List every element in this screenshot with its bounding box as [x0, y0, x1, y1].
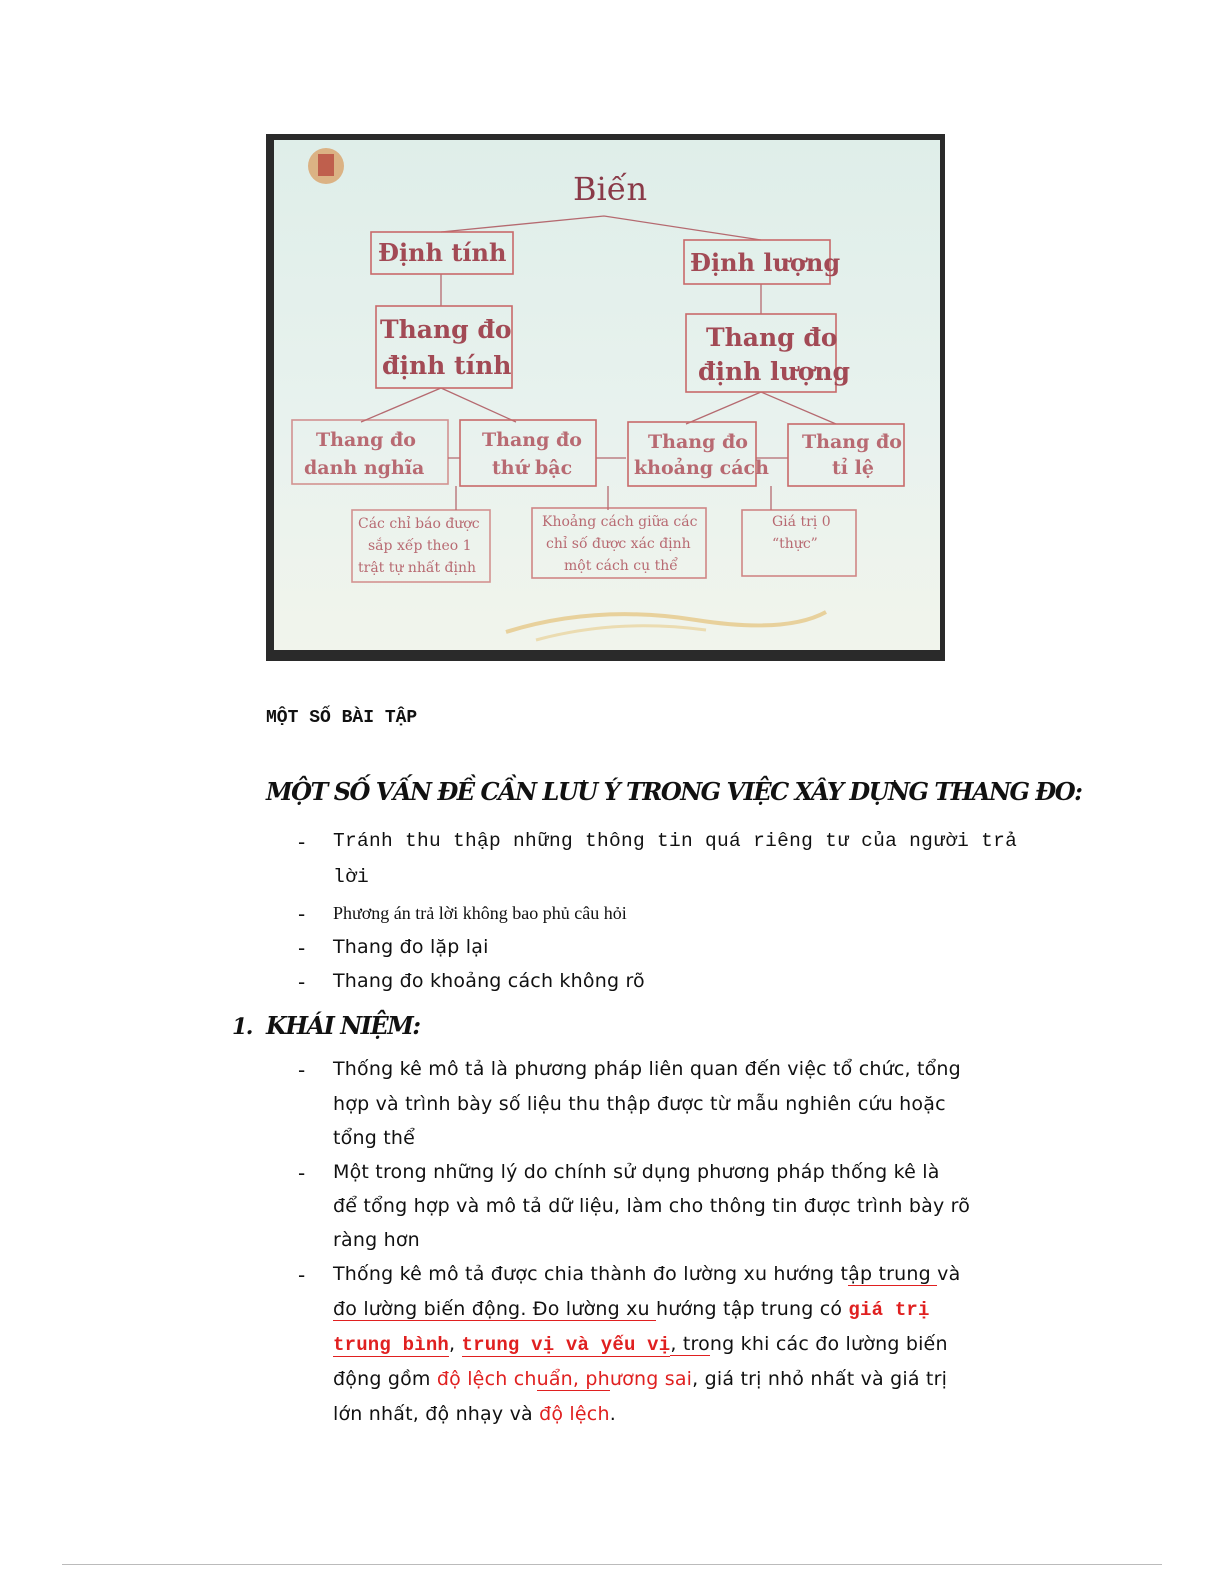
box-interval-line1: Thang đo: [648, 431, 748, 453]
issue-1-line2: lời: [333, 866, 370, 888]
note-ordinal-line3: trật tự nhất định: [358, 560, 476, 576]
concept-p3-line2: đo lường biến động. Đo lường xu hướng tập trung có giá trị: [333, 1298, 930, 1321]
term-median-mode: trung vị và yếu vị: [461, 1334, 671, 1356]
box-quantitative: Định lượng: [690, 248, 841, 277]
page-bottom-rule: [62, 1564, 1162, 1565]
swirl-decoration-icon: [506, 612, 826, 632]
note-interval-line2: chỉ số được xác định: [546, 536, 691, 552]
concept-p3-line1: Thống kê mô tả được chia thành đo lường xu hướng tập trung và: [333, 1263, 961, 1285]
bullet-dash: -: [298, 1058, 306, 1082]
note-ordinal-line1: Các chỉ báo được: [358, 516, 480, 532]
box-quant-scale-line2: định lượng: [698, 357, 851, 386]
concept-p2-line2: để tổng hợp và mô tả dữ liệu, làm cho thông tin được trình bày rõ: [333, 1195, 971, 1217]
term-mean-cont: trung bình: [333, 1334, 450, 1356]
bullet-dash: -: [298, 1263, 306, 1287]
box-ordinal-line2: thứ bậc: [492, 457, 573, 479]
bullet-dash: -: [298, 1161, 306, 1185]
bullet-dash: -: [298, 970, 306, 994]
box-qualitative: Định tính: [378, 238, 507, 267]
issue-3: Thang đo lặp lại: [333, 936, 489, 958]
note-ratio-line1: Giá trị 0: [772, 514, 831, 530]
box-nominal-line2: danh nghĩa: [304, 457, 425, 479]
issue-4: Thang đo khoảng cách không rõ: [333, 970, 645, 992]
box-interval-line2: khoảng cách: [634, 457, 769, 479]
concept-p3-line4: động gồm độ lệch chuẩn, phương sai, giá trị nhỏ nhất và giá trị: [333, 1368, 948, 1390]
note-ratio-line2: “thực”: [772, 536, 818, 552]
concept-p1-line1: Thống kê mô tả là phương pháp liên quan đến việc tổ chức, tổng: [333, 1058, 961, 1080]
flowchart-diagram: [266, 134, 945, 661]
university-logo-icon: [308, 148, 344, 184]
term-mean: giá trị: [848, 1299, 930, 1321]
concept-p1-line2: hợp và trình bày số liệu thu thập được từ mẫu nghiên cứu hoặc: [333, 1093, 946, 1115]
box-ratio-line1: Thang đo: [802, 431, 902, 453]
issue-2: Phương án trả lời không bao phủ câu hỏi: [333, 903, 627, 923]
box-qual-scale-line1: Thang đo: [380, 315, 512, 344]
concept-heading: KHÁI NIỆM:: [266, 1011, 420, 1040]
bullet-dash: -: [298, 830, 306, 854]
slide-photo: [266, 134, 945, 661]
bullet-dash: -: [298, 936, 306, 960]
term-deviation: độ lệch: [539, 1403, 610, 1425]
note-interval-line3: một cách cụ thể: [564, 558, 678, 574]
box-qual-scale-line2: định tính: [382, 351, 512, 380]
concept-p2-line1: Một trong những lý do chính sử dụng phương pháp thống kê là: [333, 1161, 940, 1183]
note-interval-line1: Khoảng cách giữa các: [542, 514, 698, 530]
term-std: độ lệch ch: [436, 1368, 537, 1390]
concept-p1-line3: tổng thể: [333, 1127, 415, 1149]
concept-p3-line3: trung bình, trung vị và yếu vị, trong khi các đo lường biến: [333, 1333, 948, 1356]
concept-p2-line3: ràng hơn: [333, 1229, 420, 1251]
issues-heading: MỘT SỐ VẤN ĐỀ CẦN LƯU Ý TRONG VIỆC XÂY DỰNG THANG ĐO:: [266, 777, 1082, 806]
box-quant-scale-line1: Thang đo: [706, 323, 838, 352]
slide-title: Biến: [573, 170, 648, 208]
concept-p3-line5: lớn nhất, độ nhạy và độ lệch.: [333, 1403, 616, 1425]
term-variance: ương sai: [609, 1368, 693, 1390]
box-nominal-line1: Thang đo: [316, 429, 416, 451]
box-ordinal-line1: Thang đo: [482, 429, 582, 451]
exercises-heading: MỘT SỐ BÀI TẬP: [266, 708, 418, 728]
bullet-dash: -: [298, 902, 306, 926]
note-ordinal-line2: sắp xếp theo 1: [368, 538, 472, 554]
section-number: 1.: [232, 1014, 252, 1040]
box-ratio-line2: tỉ lệ: [832, 457, 874, 479]
issue-1-line1: Tránh thu thập những thông tin quá riêng tư của người trả: [333, 830, 1018, 852]
